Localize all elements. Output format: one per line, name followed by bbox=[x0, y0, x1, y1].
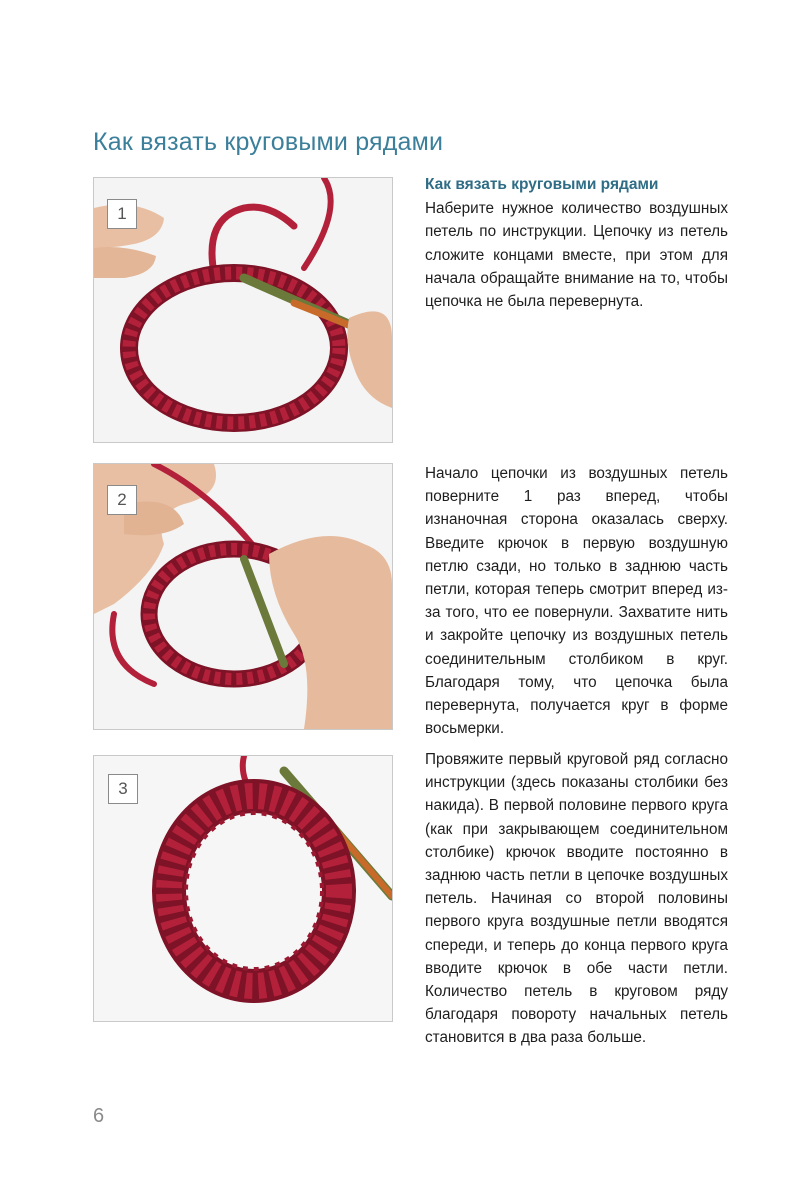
step-1-text-block bbox=[425, 173, 728, 313]
step-1-badge: 1 bbox=[107, 199, 137, 229]
page-number: 6 bbox=[93, 1105, 105, 1127]
section-heading: Как вязать круговыми рядами bbox=[425, 176, 659, 193]
step-2-text: Начало цепочки из воздушных петель поверните 1 раз вперед, чтобы изнаночная сторона оказалась сверху. Введите крючок в первую воздушную петлю сзади, но только в заднюю часть петли, которая теперь смотрит вперед из-за того, что ее повернули. Захватите нить и закройте цепочку из воздушных петель соединительным столбиком в круг. Благодаря тому, что цепочка была перевернута, получается круг в форме восьмерки. bbox=[425, 465, 728, 738]
step-1-photo bbox=[93, 177, 393, 443]
step-1-text: Наберите нужное количество воздушных петель по инструкции. Цепочку из петель сложите концами вместе, при этом для начала обращайте внимание на то, чтобы цепочка не была перевернута. bbox=[425, 200, 728, 311]
step-2-photo bbox=[93, 463, 393, 730]
step-3-badge: 3 bbox=[108, 774, 138, 804]
step-3-photo bbox=[93, 755, 393, 1022]
step-3-text: Провяжите первый круговой ряд согласно инструкции (здесь показаны столбики без накида). В первой половине первого круга (как при закрывающем соединительном столбике) крючок вводите постоянно в заднюю часть петли в цепочке воздушных петель. Начиная со второй половины первого круга воздушные петли вводятся спереди, и теперь до конца первого круга вводите крючок в обе части петли. Количество петель в круговом ряду благодаря повороту начальных петель становится в два раза больше. bbox=[425, 751, 728, 1047]
step-2-badge: 2 bbox=[107, 485, 137, 515]
page-title: Как вязать круговыми рядами bbox=[93, 128, 444, 156]
